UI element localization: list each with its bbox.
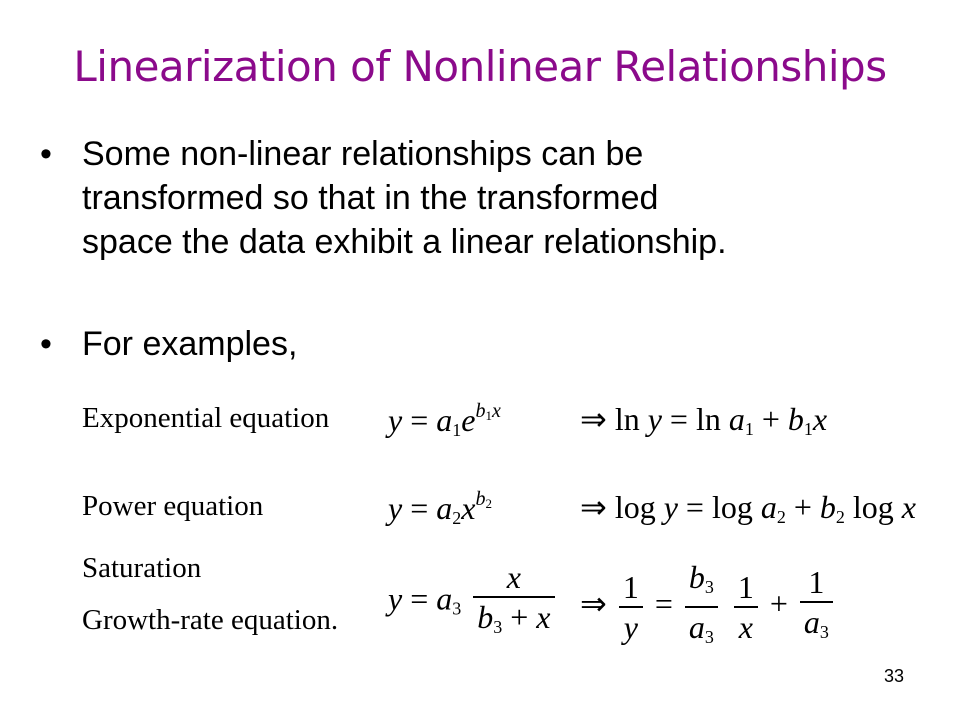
bullet-item-1 bbox=[40, 132, 920, 272]
power-equation-label: Power equation bbox=[82, 490, 264, 522]
fraction: $\frac{b_3}{a_3}$ bbox=[685, 558, 718, 656]
fraction: $\frac{1}{y}$ bbox=[619, 568, 643, 646]
bullet-1-line-3: space the data exhibit a linear relationship. bbox=[82, 223, 727, 261]
bullet-item-2 bbox=[40, 322, 920, 366]
exponential-equation: $y = a_1e^{b_1x}$ bbox=[388, 400, 501, 440]
exponential-linearized: ⇒ $\ln y = \ln a_1 + b_1x$ bbox=[580, 401, 828, 439]
bullet-dot: • bbox=[40, 135, 52, 173]
fraction: $\frac{x}{b_3 + x}$ bbox=[473, 558, 554, 646]
bullet-2-line-1: For examples, bbox=[82, 325, 298, 363]
fraction: $\frac{1}{a_3}$ bbox=[800, 563, 833, 651]
bullet-dot: • bbox=[40, 325, 52, 363]
fraction: $\frac{1}{x}$ bbox=[734, 568, 758, 646]
page-number: 33 bbox=[883, 666, 904, 686]
growth-rate-equation-label: Growth-rate equation. bbox=[82, 604, 339, 636]
bullet-1-line-1: Some non-linear relationships can be bbox=[82, 135, 644, 173]
exponential-equation-label: Exponential equation bbox=[82, 402, 330, 434]
bullet-1-line-2: transformed so that in the transformed bbox=[82, 179, 659, 217]
power-equation: $y = a_2x^{b_2}$ bbox=[388, 488, 492, 528]
saturation-equation: $y = a_3$ $\frac{x}{b_3 + x}$ bbox=[388, 558, 559, 646]
slide-title: Linearization of Nonlinear Relationships bbox=[73, 42, 887, 91]
power-linearized: ⇒ $\log y = \log a_2 + b_2$ log x bbox=[580, 489, 916, 527]
saturation-label: Saturation bbox=[82, 552, 202, 584]
saturation-linearized: ⇒ $\frac{1}{y}$ = $\frac{b_3}{a_3}$ $\frac{1}{x}$ + $\frac{1}{a_3}$ bbox=[580, 558, 837, 656]
